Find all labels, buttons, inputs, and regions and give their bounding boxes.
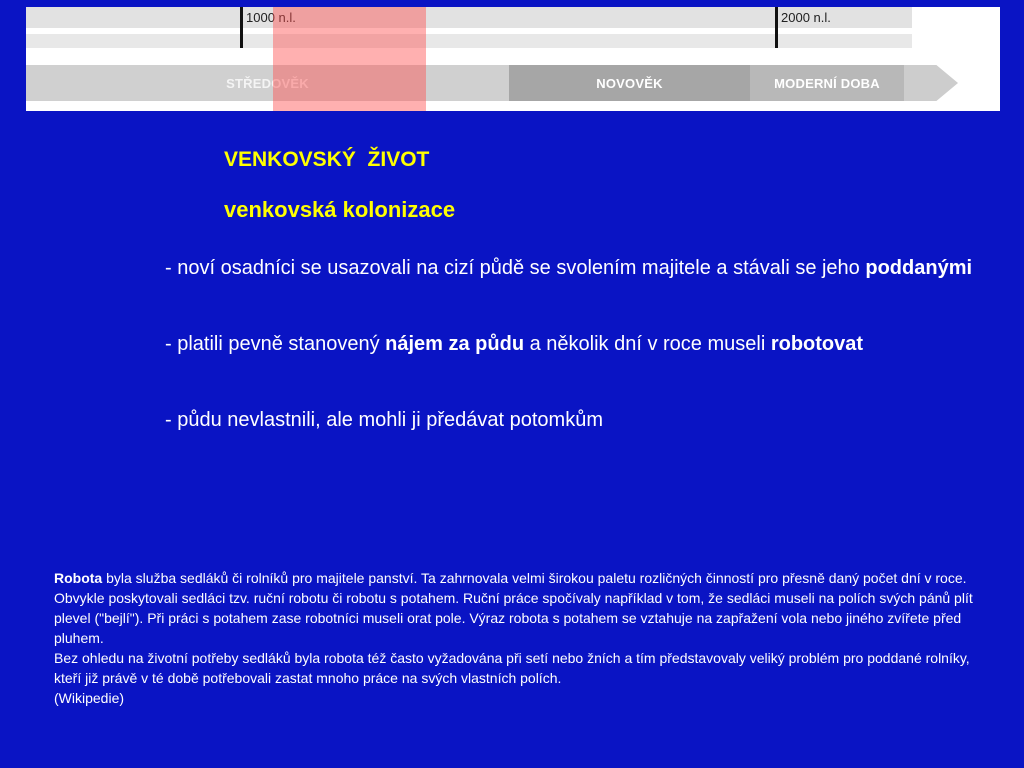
point-1 [165,253,975,283]
marker-1000-line [240,7,243,48]
era-contemporary-label: MODERNÍ DOBA [774,75,880,91]
point-2-bold-b: robotovat [770,333,864,355]
point-2-text-b: a několik dní v roce museli [524,333,771,355]
footnote-text-2: Bez ohledu na životní potřeby sedláků byla robota též často vyžadována při setí nebo žních a tím představovaly veliký problém pro poddané rolníky, kteří již právě v té době potřebovali zastat mnoho práce na svých vlastních polích. [54,650,970,686]
marker-2000-label: 2000 n.l. [781,10,831,25]
point-1-bold: poddanými [865,257,973,279]
footnote-source: (Wikipedie) [54,690,125,706]
point-3 [165,405,975,435]
period-highlight [273,7,426,111]
page-title: VENKOVSKÝ ŽIVOT [224,148,430,171]
point-2-text-a: - platili pevně stanovený [165,333,386,355]
timeline [26,7,1000,111]
timeline-divider [26,28,912,34]
page-subtitle: venkovská kolonizace [224,197,456,222]
footnote-term: Robota [54,570,103,586]
era-medieval-label: STŘEDOVĚK [226,75,309,91]
era-medieval [26,65,509,101]
marker-2000-line [775,7,778,48]
era-modern-label: NOVOVĚK [596,75,663,91]
point-3-text: - půdu nevlastnili, ale mohli ji předávat potomkům [165,409,603,431]
marker-1000-label: 1000 n.l. [246,10,296,25]
point-2 [165,329,975,359]
era-modern [509,65,750,101]
point-2-bold-a: nájem za půdu [385,333,525,355]
timeline-arrow-icon [904,65,958,101]
footnote-text-1: byla služba sedláků či rolníků pro majitele panství. Ta zahrnovala velmi širokou paletu rozličných činností pro přesně daný počet dní v roce. Obvykle poskytovali sedláci tzv. ruční robotu či robotu s potahem. Ruční práce spočívaly například v tom, že sedláci museli na polích svých pánů plít plevel ("bejlí"). Při práci s potahem zase robotníci museli orat pole. Výraz robota s potahem se vztahuje na zapřažení vola nebo jiného zvířete před pluhem. [54,570,973,646]
timeline-band-top [26,7,912,28]
era-contemporary [750,65,904,101]
footnote [54,568,974,708]
point-1-text: - noví osadníci se usazovali na cizí půdě se svolením majitele a stávali se jeho [165,257,866,279]
